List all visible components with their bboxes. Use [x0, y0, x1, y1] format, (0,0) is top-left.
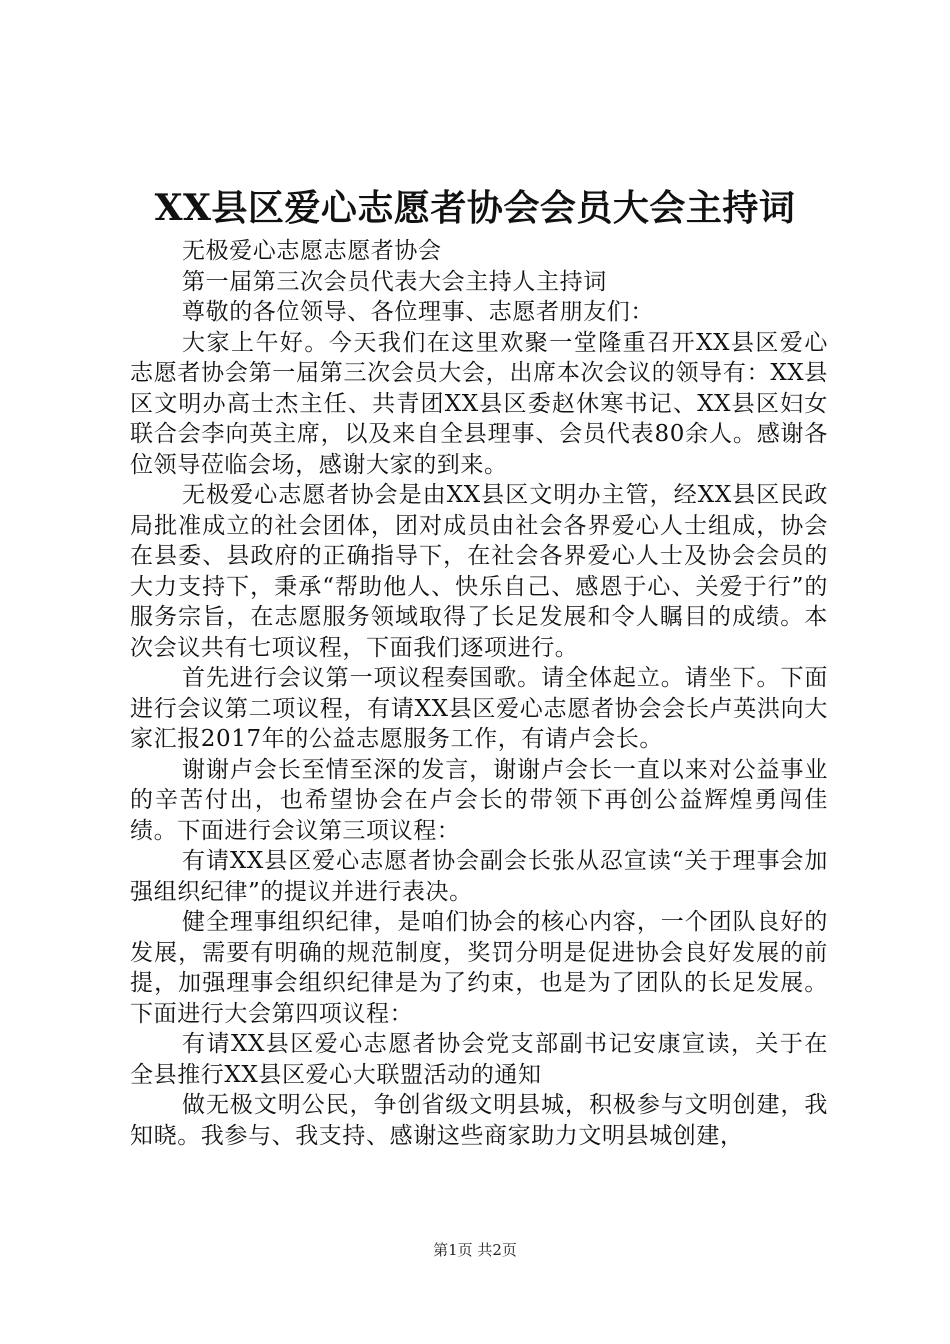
document-title: XX县区爱心志愿者协会会员大会主持词 [154, 187, 796, 229]
paragraph-organization: 无极爱心志愿志愿者协会 [182, 238, 442, 264]
paragraph-agenda-one-two: 首先进行会议第一项议程奏国歌。请全体起立。请坐下。下面进行会议第二项议程，有请XX县区爱心志愿者协会会长卢英洪向大家汇报2017年的公益志愿服务工作，有请卢会长。 [130, 665, 828, 752]
paragraph-discipline: 健全理事组织纪律，是咱们协会的核心内容，一个团队良好的发展，需要有明确的规范制度，奖罚分明是促进协会良好发展的前提，加强理事会组织纪律是为了约束，也是为了团队的长足发展。下面进行大会第四项议程： [130, 909, 828, 1027]
paragraph-civilization: 做无极文明公民，争创省级文明县城，积极参与文明创建，我知晓。我参与、我支持、感谢这些商家助力文明县城创建， [130, 1092, 828, 1149]
paragraph-agenda-three: 有请XX县区爱心志愿者协会副会长张从忍宣读“关于理事会加强组织纪律”的提议并进行表决。 [130, 848, 828, 905]
paragraph-opening: 大家上午好。今天我们在这里欢聚一堂隆重召开XX县区爱心志愿者协会第一届第三次会员大会，出席本次会议的领导有：XX县区文明办高士杰主任、共青团XX县区委赵休寒书记、XX县区妇女联合会李向英主席，以及来自全县理事、会员代表80余人。感谢各位领导莅临会场，感谢大家的到来。 [130, 329, 828, 478]
paragraph-salutation: 尊敬的各位领导、各位理事、志愿者朋友们： [182, 299, 654, 325]
paragraph-meeting-name: 第一届第三次会员代表大会主持人主持词 [182, 268, 607, 295]
document-body [130, 236, 828, 1151]
paragraph-thanks: 谢谢卢会长至情至深的发言，谢谢卢会长一直以来对公益事业的辛苦付出，也希望协会在卢会长的带领下再创公益辉煌勇闯佳绩。下面进行会议第三项议程： [130, 756, 828, 844]
page-number-footer: 第1页 共2页 [433, 1241, 517, 1259]
paragraph-agenda-four: 有请XX县区爱心志愿者协会党支部副书记安康宣读，关于在全县推行XX县区爱心大联盟活动的通知 [130, 1031, 828, 1088]
paragraph-association-intro: 无极爱心志愿者协会是由XX县区文明办主管，经XX县区民政局批准成立的社会团体，团对成员由社会各界爱心人士组成，协会在县委、县政府的正确指导下，在社会各界爱心人士及协会会员的大力支持下，秉承“帮助他人、快乐自己、感恩于心、关爱于行”的服务宗旨，在志愿服务领域取得了长足发展和令人瞩目的成绩。本次会议共有七项议程，下面我们逐项进行。 [130, 482, 828, 661]
